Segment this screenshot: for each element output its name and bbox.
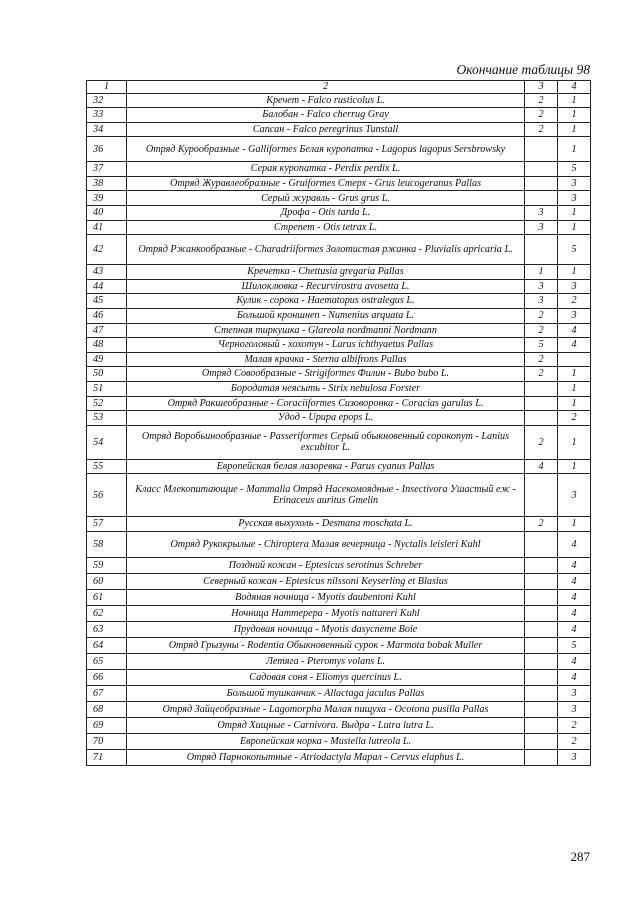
value-col-3: 2 xyxy=(525,93,558,108)
value-col-4: 2 xyxy=(558,411,591,426)
species-name: Черноголовый - хохотун - Larus ichthyaetus Pallas xyxy=(127,338,525,353)
table-row xyxy=(87,411,591,426)
value-col-3: 1 xyxy=(525,265,558,280)
table-row xyxy=(87,338,591,353)
value-col-4: 4 xyxy=(558,621,591,637)
table-row xyxy=(87,531,591,557)
species-name: Отряд Воробьинообразные - Passeriformes Серый обыкновенный сорокопут - Lanius excubitor L. xyxy=(127,425,525,459)
row-number: 45 xyxy=(87,294,127,309)
value-col-3 xyxy=(525,396,558,411)
row-number: 53 xyxy=(87,411,127,426)
table-row xyxy=(87,425,591,459)
table-row xyxy=(87,637,591,653)
value-col-4 xyxy=(558,352,591,367)
value-col-4: 5 xyxy=(558,162,591,177)
row-number: 61 xyxy=(87,589,127,605)
row-number: 48 xyxy=(87,338,127,353)
species-name: Отряд Парнокопытные - Atriodactyla Марал - Cervus elaphus L. xyxy=(127,749,525,765)
value-col-3: 2 xyxy=(525,323,558,338)
value-col-4: 4 xyxy=(558,323,591,338)
species-name: Удод - Upupa epops L. xyxy=(127,411,525,426)
table-row xyxy=(87,220,591,235)
row-number: 36 xyxy=(87,137,127,162)
table-row xyxy=(87,191,591,206)
value-col-4: 1 xyxy=(558,425,591,459)
species-name: Степная тиркушка - Glareola nordmanni Nordmann xyxy=(127,323,525,338)
value-col-4: 4 xyxy=(558,531,591,557)
row-number: 32 xyxy=(87,93,127,108)
species-name: Отряд Журавлеобразные - Gruiformes Стерх - Grus leucogeranus Pallas xyxy=(127,176,525,191)
row-number: 68 xyxy=(87,701,127,717)
table-row xyxy=(87,589,591,605)
table-row xyxy=(87,749,591,765)
row-number: 46 xyxy=(87,309,127,324)
value-col-3 xyxy=(525,235,558,265)
value-col-4: 1 xyxy=(558,122,591,137)
value-col-4: 3 xyxy=(558,309,591,324)
value-col-4: 1 xyxy=(558,459,591,474)
row-number: 42 xyxy=(87,235,127,265)
value-col-4: 3 xyxy=(558,191,591,206)
value-col-3 xyxy=(525,137,558,162)
value-col-3: 3 xyxy=(525,279,558,294)
table-row xyxy=(87,733,591,749)
value-col-3 xyxy=(525,176,558,191)
species-name: Ночница Наттерера - Myotis nattareri Kuhl xyxy=(127,605,525,621)
value-col-3 xyxy=(525,573,558,589)
species-name: Сапсан - Falco peregrinus Tunstall xyxy=(127,122,525,137)
page-number: 287 xyxy=(570,849,590,864)
value-col-3: 2 xyxy=(525,367,558,382)
table-row xyxy=(87,474,591,517)
value-col-4: 3 xyxy=(558,749,591,765)
row-number: 70 xyxy=(87,733,127,749)
species-name: Балобан - Falco cherrug Gray xyxy=(127,108,525,123)
table-row xyxy=(87,176,591,191)
species-name: Отряд Ракшеобразные - Coraciiformes Сизоворонка - Coracias garulus L. xyxy=(127,396,525,411)
species-name: Дрофа - Otis tarda L. xyxy=(127,206,525,221)
row-number: 38 xyxy=(87,176,127,191)
value-col-4: 2 xyxy=(558,717,591,733)
header-cell-4: 4 xyxy=(558,81,591,94)
row-number: 34 xyxy=(87,122,127,137)
value-col-4: 1 xyxy=(558,517,591,532)
value-col-3 xyxy=(525,557,558,573)
species-name: Поздний кожан - Eptesicus serotinus Schreber xyxy=(127,557,525,573)
species-name: Европейская норка - Mustella lutreola L. xyxy=(127,733,525,749)
species-name: Европейская белая лазоревка - Parus cyanus Pallas xyxy=(127,459,525,474)
value-col-4: 3 xyxy=(558,701,591,717)
row-number: 49 xyxy=(87,352,127,367)
value-col-4: 1 xyxy=(558,108,591,123)
table-row xyxy=(87,122,591,137)
table-row xyxy=(87,669,591,685)
table-row xyxy=(87,621,591,637)
row-number: 63 xyxy=(87,621,127,637)
table-row xyxy=(87,265,591,280)
row-number: 64 xyxy=(87,637,127,653)
value-col-4: 1 xyxy=(558,265,591,280)
row-number: 33 xyxy=(87,108,127,123)
row-number: 71 xyxy=(87,749,127,765)
value-col-3: 5 xyxy=(525,338,558,353)
row-number: 58 xyxy=(87,531,127,557)
value-col-3 xyxy=(525,162,558,177)
value-col-3: 2 xyxy=(525,309,558,324)
table-row xyxy=(87,352,591,367)
species-name: Летяга - Pteromys volans L. xyxy=(127,653,525,669)
table-row xyxy=(87,717,591,733)
row-number: 59 xyxy=(87,557,127,573)
species-name: Отряд Курообразные - Galliformes Белая куропатка - Lagopus lagopus Sersbrowsky xyxy=(127,137,525,162)
value-col-3 xyxy=(525,653,558,669)
value-col-4: 4 xyxy=(558,653,591,669)
value-col-4: 2 xyxy=(558,733,591,749)
value-col-3 xyxy=(525,717,558,733)
row-number: 52 xyxy=(87,396,127,411)
table-row xyxy=(87,605,591,621)
row-number: 62 xyxy=(87,605,127,621)
value-col-4: 1 xyxy=(558,367,591,382)
species-name: Бородатая неясыть - Strix nebulosa Forster xyxy=(127,382,525,397)
species-name: Прудовая ночница - Myotis dasycneme Boie xyxy=(127,621,525,637)
value-col-3: 2 xyxy=(525,122,558,137)
species-name: Садовая соня - Eliomys quercinus L. xyxy=(127,669,525,685)
species-name: Северный кожан - Eptesicus nilssoni Keyserling et Blasius xyxy=(127,573,525,589)
species-name: Отряд Совообразные - Strigiformes Филин - Bubo bubo L. xyxy=(127,367,525,382)
value-col-4: 3 xyxy=(558,685,591,701)
species-name: Отряд Ржанкообразные - Charadriiformes Золотистая ржанка - Pluvialis apricaria L. xyxy=(127,235,525,265)
row-number: 56 xyxy=(87,474,127,517)
value-col-4: 1 xyxy=(558,137,591,162)
value-col-3 xyxy=(525,605,558,621)
value-col-3 xyxy=(525,382,558,397)
value-col-3 xyxy=(525,621,558,637)
row-number: 40 xyxy=(87,206,127,221)
row-number: 47 xyxy=(87,323,127,338)
value-col-4: 4 xyxy=(558,669,591,685)
species-name: Класс Млекопитающие - Mammalia Отряд Насекомоядные - Insectivora Ушастый еж - Erinaceus auritus Gmelin xyxy=(127,474,525,517)
table-row xyxy=(87,459,591,474)
species-name: Большой тушканчик - Allactaga jaculus Pallas xyxy=(127,685,525,701)
value-col-4: 4 xyxy=(558,605,591,621)
table-row xyxy=(87,137,591,162)
table-caption: Окончание таблицы 98 xyxy=(456,62,590,77)
value-col-3: 2 xyxy=(525,108,558,123)
species-name: Русская выхухоль - Desmana moschata L. xyxy=(127,517,525,532)
row-number: 39 xyxy=(87,191,127,206)
table-row xyxy=(87,517,591,532)
row-number: 69 xyxy=(87,717,127,733)
value-col-3 xyxy=(525,669,558,685)
value-col-3: 2 xyxy=(525,517,558,532)
value-col-3: 3 xyxy=(525,206,558,221)
species-name: Серая куропатка - Perdix perdix L. xyxy=(127,162,525,177)
table-body xyxy=(87,81,591,766)
value-col-3: 2 xyxy=(525,352,558,367)
value-col-3: 3 xyxy=(525,220,558,235)
species-name: Отряд Грызуны - Rodentia Обыкновенный сурок - Marmota bobak Muller xyxy=(127,637,525,653)
species-name: Кречет - Falco rusticolus L. xyxy=(127,93,525,108)
table-row xyxy=(87,206,591,221)
value-col-4: 1 xyxy=(558,206,591,221)
value-col-4: 3 xyxy=(558,279,591,294)
species-name: Отряд Зайцеобразные - Lagomorpha Малая пищуха - Ocotona pusilla Pallas xyxy=(127,701,525,717)
species-name: Кулик - сорока - Haematopus ostralegus L. xyxy=(127,294,525,309)
value-col-3: 3 xyxy=(525,294,558,309)
row-number: 50 xyxy=(87,367,127,382)
row-number: 44 xyxy=(87,279,127,294)
table-row xyxy=(87,573,591,589)
header-cell-3: 3 xyxy=(525,81,558,94)
row-number: 66 xyxy=(87,669,127,685)
species-table xyxy=(86,80,591,766)
species-name: Отряд Рукокрылые - Chiroptera Малая вечерница - Nyctalis leisleri Kuhl xyxy=(127,531,525,557)
value-col-4: 5 xyxy=(558,235,591,265)
row-number: 43 xyxy=(87,265,127,280)
table-row xyxy=(87,294,591,309)
value-col-4: 1 xyxy=(558,396,591,411)
table-row xyxy=(87,382,591,397)
value-col-4: 3 xyxy=(558,474,591,517)
row-number: 37 xyxy=(87,162,127,177)
header-cell-1: 1 xyxy=(87,81,127,94)
value-col-4: 4 xyxy=(558,589,591,605)
value-col-3 xyxy=(525,749,558,765)
row-number: 41 xyxy=(87,220,127,235)
value-col-3 xyxy=(525,474,558,517)
table-header-row xyxy=(87,81,591,94)
value-col-4: 1 xyxy=(558,220,591,235)
species-name: Шилоклювка - Recurvirostra avosetta L. xyxy=(127,279,525,294)
species-name: Серый журавль - Grus grus L. xyxy=(127,191,525,206)
table-row xyxy=(87,367,591,382)
species-name: Стрепет - Otis tetrax L. xyxy=(127,220,525,235)
value-col-4: 5 xyxy=(558,637,591,653)
table-row xyxy=(87,93,591,108)
row-number: 54 xyxy=(87,425,127,459)
table-row xyxy=(87,323,591,338)
value-col-3 xyxy=(525,191,558,206)
value-col-3 xyxy=(525,685,558,701)
table-row xyxy=(87,108,591,123)
table-row xyxy=(87,685,591,701)
table-row xyxy=(87,396,591,411)
value-col-3 xyxy=(525,531,558,557)
value-col-3 xyxy=(525,733,558,749)
table-row xyxy=(87,701,591,717)
value-col-3 xyxy=(525,411,558,426)
species-name: Большой кроншнеп - Numenius arquata L. xyxy=(127,309,525,324)
table-row xyxy=(87,653,591,669)
value-col-4: 1 xyxy=(558,382,591,397)
table-row xyxy=(87,235,591,265)
row-number: 60 xyxy=(87,573,127,589)
row-number: 57 xyxy=(87,517,127,532)
value-col-3: 4 xyxy=(525,459,558,474)
value-col-4: 4 xyxy=(558,557,591,573)
row-number: 51 xyxy=(87,382,127,397)
row-number: 67 xyxy=(87,685,127,701)
value-col-3 xyxy=(525,589,558,605)
table-row xyxy=(87,279,591,294)
species-name: Кречетка - Chettusia gregaria Pallas xyxy=(127,265,525,280)
value-col-4: 4 xyxy=(558,573,591,589)
value-col-4: 1 xyxy=(558,93,591,108)
header-cell-2: 2 xyxy=(127,81,525,94)
value-col-4: 4 xyxy=(558,338,591,353)
value-col-4: 3 xyxy=(558,176,591,191)
value-col-3: 2 xyxy=(525,425,558,459)
table-row xyxy=(87,162,591,177)
row-number: 55 xyxy=(87,459,127,474)
value-col-3 xyxy=(525,637,558,653)
species-name: Отряд Хищные - Carnivora. Выдра - Lutra lutra L. xyxy=(127,717,525,733)
species-name: Малая крачка - Sterna albifrons Pallas xyxy=(127,352,525,367)
table-row xyxy=(87,557,591,573)
row-number: 65 xyxy=(87,653,127,669)
species-name: Водяная ночница - Myotis daubentoni Kuhl xyxy=(127,589,525,605)
value-col-3 xyxy=(525,701,558,717)
value-col-4: 2 xyxy=(558,294,591,309)
table-row xyxy=(87,309,591,324)
